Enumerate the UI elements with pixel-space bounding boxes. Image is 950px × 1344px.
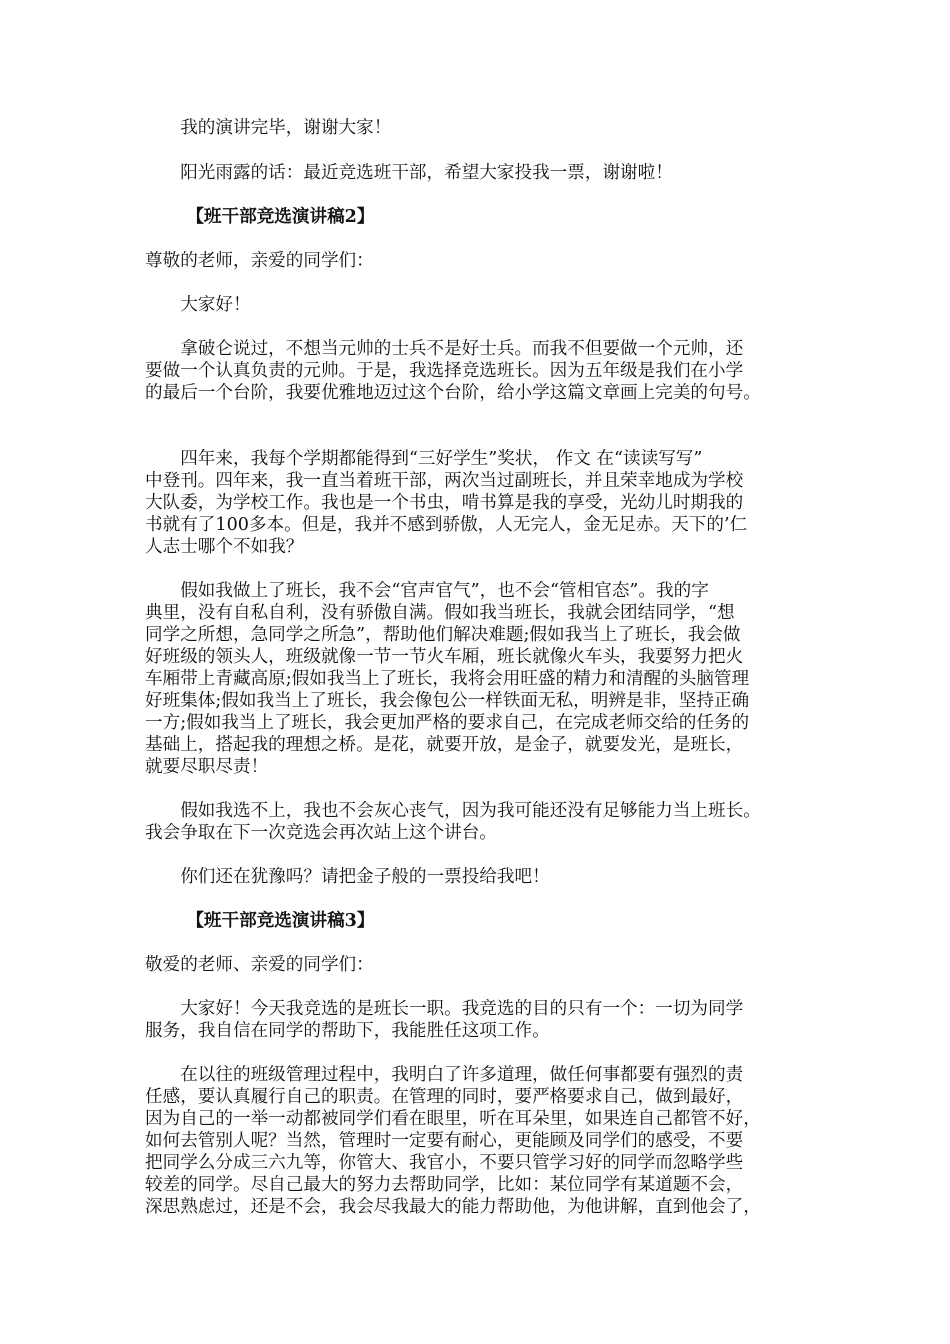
text-line: 一方;假如我当上了班长，我会更加严格的要求自己，在完成老师交给的任务的 [145, 713, 750, 733]
text-line: 任感，要认真履行自己的职责。在管理的同时，要严格要求自己，做到最好， [145, 1087, 744, 1107]
text-line: 同学之所想，急同学之所急”，帮助他们解决难题;假如我当上了班长，我会做 [145, 625, 741, 645]
text-line: 四年来，我每个学期都能得到“三好学生”奖状， 作文 在“读读写写” [145, 449, 703, 469]
text-line: 如何去管别人呢？当然，管理时一定要有耐心，更能顾及同学们的感受，不要 [145, 1131, 744, 1151]
text-line: 深思熟虑过，还是不会，我会尽我最大的能力帮助他，为他讲解，直到他会了， [145, 1197, 761, 1217]
text-line: 较差的同学。尽自己最大的努力去帮助同学，比如：某位同学有某道题不会， [145, 1175, 744, 1195]
text-line: 尊敬的老师，亲爱的同学们： [145, 251, 374, 271]
text-line: 我的演讲完毕，谢谢大家！ [145, 118, 392, 138]
text-line: 大家好！ [145, 295, 251, 315]
text-line: 假如我选不上，我也不会灰心丧气，因为我可能还没有足够能力当上班长。 [145, 801, 761, 821]
text-line: 书就有了100多本。但是，我并不感到骄傲，人无完人，金无足赤。天下的’仁 [145, 515, 748, 535]
text-line: 基础上，搭起我的理想之桥。是花，就要开放，是金子，就要发光，是班长， [145, 735, 744, 755]
text-line: 要做一个认真负责的元帅。于是，我选择竞选班长。因为五年级是我们在小学 [145, 361, 744, 381]
text-line: 车厢带上青藏高原;假如我当上了班长，我将会用旺盛的精力和清醒的头脑管理 [145, 669, 750, 689]
text-line: 因为自己的一举一动都被同学们看在眼里，听在耳朵里，如果连自己都管不好， [145, 1109, 761, 1129]
section-heading: 【班干部竞选演讲稿3】 [145, 910, 375, 931]
text-line: 敬爱的老师、亲爱的同学们： [145, 955, 374, 975]
text-line: 中登刊。四年来，我一直当着班干部，两次当过副班长，并且荣幸地成为学校 [145, 471, 744, 491]
text-line: 在以往的班级管理过程中，我明白了许多道理，做任何事都要有强烈的责 [145, 1065, 744, 1085]
text-line: 服务，我自信在同学的帮助下，我能胜任这项工作。 [145, 1021, 550, 1041]
text-line: 把同学么分成三六九等，你管大、我官小，不要只管学习好的同学而忽略学些 [145, 1153, 744, 1173]
text-line: 我会争取在下一次竞选会再次站上这个讲台。 [145, 823, 497, 843]
text-line: 好班集体;假如我当上了班长，我会像包公一样铁面无私，明辨是非，坚持正确 [145, 691, 750, 711]
text-line: 人志士哪个不如我？ [145, 537, 304, 557]
text-line: 大家好！今天我竞选的是班长一职。我竞选的目的只有一个：一切为同学 [145, 999, 744, 1019]
text-line: 就要尽职尽责！ [145, 757, 269, 777]
text-line: 拿破仑说过，不想当元帅的士兵不是好士兵。而我不但要做一个元帅，还 [145, 339, 744, 359]
text-line: 的最后一个台阶，我要优雅地迈过这个台阶，给小学这篇文章画上完美的句号。 [145, 383, 761, 403]
section-heading: 【班干部竞选演讲稿2】 [145, 206, 375, 227]
text-line: 大队委，为学校工作。我也是一个书虫，啃书算是我的享受，光幼儿时期我的 [145, 493, 744, 513]
text-line: 假如我做上了班长，我不会“官声官气”，也不会“管相官态”。我的字 [145, 581, 709, 601]
text-line: 你们还在犹豫吗？请把金子般的一票投给我吧！ [145, 867, 550, 887]
text-line: 阳光雨露的话：最近竞选班干部，希望大家投我一票，谢谢啦！ [145, 163, 673, 183]
text-line: 典里，没有自私自利，没有骄傲自满。假如我当班长，我就会团结同学，“想 [145, 603, 735, 623]
text-line: 好班级的领头人，班级就像一节一节火车厢，班长就像火车头，我要努力把火 [145, 647, 744, 667]
